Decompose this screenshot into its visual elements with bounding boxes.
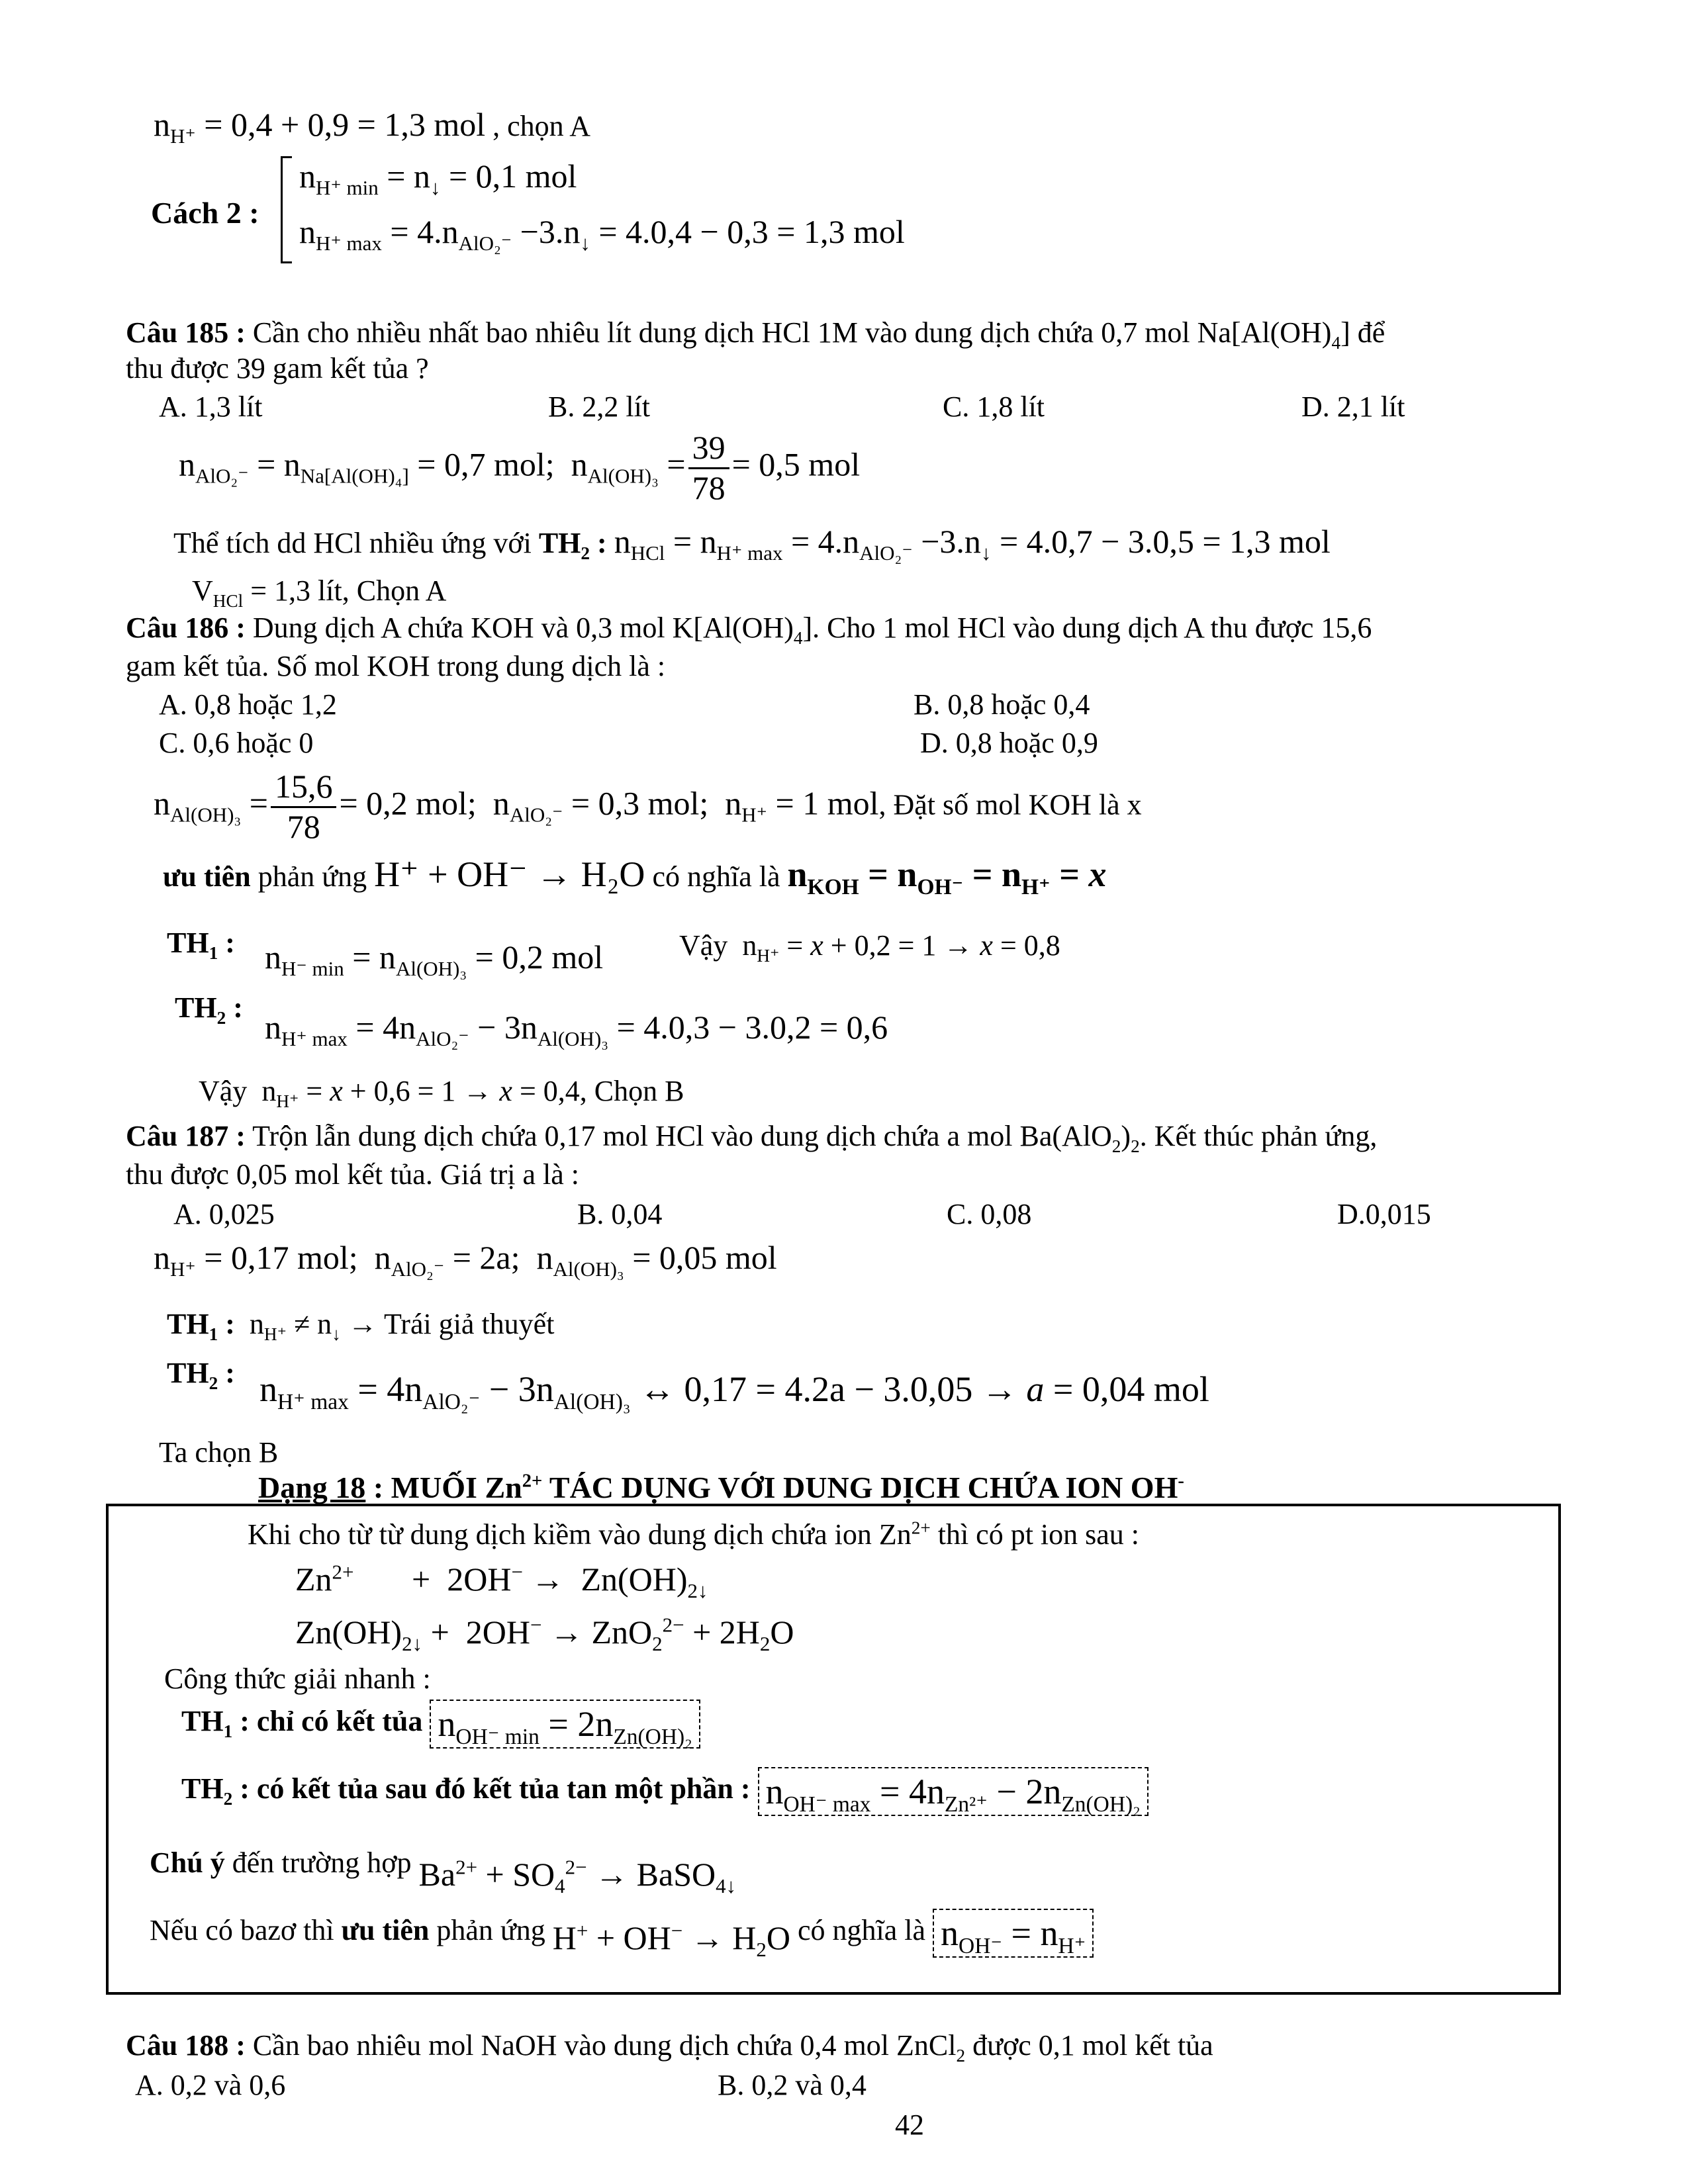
q187-th1: $TH_1$ : $n_{H^+} \ne n_↓$ → Trái giả thuyết bbox=[167, 1308, 555, 1344]
q186-th2-label: $TH_2$ : bbox=[175, 991, 243, 1028]
q188-opt-b: B. 0,2 và 0,4 bbox=[718, 2069, 867, 2101]
q187-answer: Ta chọn B bbox=[159, 1436, 279, 1469]
dang18-th2: $TH_2$ : có kết tủa sau đó kết tủa tan một phần : $n_{OH^- max} = 4n_{Zn^{2+}} - 2n_{Zn(OH)_2}$ bbox=[181, 1767, 1149, 1816]
q188-opt-a: A. 0,2 và 0,6 bbox=[135, 2069, 286, 2101]
q187-opt-c: C. 0,08 bbox=[947, 1198, 1032, 1230]
q187-sol-1: $n_{H^+} = 0,17$ mol; $n_{AlO_2^-} = 2a$; $n_{Al(OH)_3} = 0,05$ mol bbox=[154, 1239, 777, 1281]
q187-opt-a: A. 0,025 bbox=[173, 1198, 275, 1230]
q185-opt-a: A. 1,3 lít bbox=[159, 390, 263, 423]
q186-th1-result: Vậy $n_{H^+} = x + 0,2 = 1 \to x = 0,8$ bbox=[679, 929, 1060, 966]
q185-line-1: Câu 185 : Cần cho nhiều nhất bao nhiêu lít dung dịch HCl 1M vào dung dịch chứa 0,7 mol $Na[Al(OH)_4]$ để bbox=[126, 316, 1385, 353]
dang18-heading: Dạng 18 : MUỐI $Zn^{2+}$ TÁC DỤNG VỚI DUNG DỊCH CHỨA ION OH- bbox=[258, 1471, 1184, 1504]
dang18-formula-title: Công thức giải nhanh : bbox=[164, 1662, 431, 1695]
q187-line-2: thu được 0,05 mol kết tủa. Giá trị a là : bbox=[126, 1158, 579, 1191]
dang18-reaction-2: $Zn(OH)_{2↓} + 2OH^- \to ZnO_2^{2-} + 2H_2O$ bbox=[295, 1613, 794, 1655]
q187-opt-b: B. 0,04 bbox=[577, 1198, 663, 1230]
q188-line-1: Câu 188 : Cần bao nhiêu mol NaOH vào dung dịch chứa 0,4 mol ZnCl$_2$ được 0,1 mol kết tủa bbox=[126, 2029, 1213, 2066]
dang18-intro: Khi cho từ từ dung dịch kiềm vào dung dịch chứa ion $Zn^{2+}$ thì có pt ion sau : bbox=[248, 1518, 1140, 1551]
q187-th2-math: $n_{H^+ max} = 4n_{AlO_2^-} - 3n_{Al(OH)_3}$ ↔ 0,17 = 4.2a − 3.0,05 → a = 0,04 mol bbox=[259, 1369, 1209, 1414]
page-number: 42 bbox=[895, 2109, 924, 2141]
q186-line-2: gam kết tủa. Số mol KOH trong dung dịch là : bbox=[126, 650, 666, 682]
q185-sol-1: $n_{AlO_2^-} = n_{Na[Al(OH)_4]} = 0,7$ mol; $n_{Al(OH)_3}$ = $\frac{39}{78}$ = 0,5 mol bbox=[179, 429, 861, 506]
q187-th2-label: $TH_2$ : bbox=[167, 1357, 235, 1393]
q185-sol-3: $V_{HCl} = 1,3$ lít, Chọn A bbox=[192, 574, 447, 611]
q186-th1-label: $TH_1$ : bbox=[167, 927, 235, 963]
q186-fraction: $\frac{15,6}{78}$ bbox=[271, 768, 337, 846]
dang18-th2-formula: $n_{OH^- max} = 4n_{Zn^{2+}} - 2n_{Zn(OH)_2}$ bbox=[758, 1767, 1149, 1816]
q185-opt-b: B. 2,2 lít bbox=[548, 390, 651, 423]
dang18-th1: $TH_1$ : chỉ có kết tủa $n_{OH^- min} = 2n_{Zn(OH)_2}$ bbox=[181, 1700, 700, 1749]
q186-th2-result: Vậy $n_{H^+} = x + 0,6 = 1 \to x = 0,4$, Chọn B bbox=[199, 1075, 684, 1111]
q186-opt-d: D. 0,8 hoặc 0,9 bbox=[920, 727, 1098, 759]
q186-th1-math: $n_{H^- min} = n_{Al(OH)_3} = 0,2$ mol bbox=[265, 938, 604, 980]
q186-opt-a: A. 0,8 hoặc 1,2 bbox=[159, 688, 337, 721]
dang18-chuy: Chú ý đến trường hợp $Ba^{2+} + SO_4^{2-}$ → BaSO$_{4↓}$ bbox=[150, 1846, 737, 1897]
cach2-bracket bbox=[281, 156, 292, 263]
dang18-reaction-1: $Zn^{2+}$ + $2OH^- \to Zn(OH)_{2↓}$ bbox=[295, 1560, 708, 1602]
q186-th2-math: $n_{H^+ max} = 4n_{AlO_2^-} - 3n_{Al(OH)_3} = 4.0,3 - 3.0,2 = 0,6$ bbox=[265, 1009, 888, 1050]
q186-uutien-line: ưu tiên phản ứng H⁺ + OH⁻ → H₂O có nghĩa là $n_{KOH} = n_{OH^-} = n_{H^+} = x$ bbox=[163, 854, 1107, 899]
q185-fraction: $\frac{39}{78}$ bbox=[688, 429, 729, 507]
q186-sol-1: $n_{Al(OH)_3}$ = $\frac{15,6}{78}$ = 0,2 mol; $n_{AlO_2^-} = 0,3$ mol; $n_{H^+} = 1$ mol, Đặt số mol KOH là x bbox=[154, 768, 1142, 845]
dang18-th1-formula: $n_{OH^- min} = 2n_{Zn(OH)_2}$ bbox=[430, 1700, 700, 1749]
cach2-line-1: $n_{H^+ min} = n_↓ = 0,1$ mol bbox=[299, 158, 577, 199]
q187-opt-d: D.0,015 bbox=[1337, 1198, 1431, 1230]
q186-line-1: Câu 186 : Dung dịch A chứa KOH và 0,3 mol $K[Al(OH)_4]$. Cho 1 mol HCl vào dung dịch A thu được 15,6 bbox=[126, 612, 1372, 648]
q185-opt-c: C. 1,8 lít bbox=[943, 390, 1045, 423]
cach2-label: Cách 2 : bbox=[151, 196, 259, 230]
q185-opt-d: D. 2,1 lít bbox=[1301, 390, 1405, 423]
q187-line-1: Câu 187 : Trộn lẫn dung dịch chứa 0,17 mol HCl vào dung dịch chứa a mol $Ba(AlO_2)_2$. Kết thúc phản ứng, bbox=[126, 1120, 1378, 1156]
dang18-neu-formula: $n_{OH^-} = n_{H^+}$ bbox=[933, 1909, 1094, 1958]
q186-opt-c: C. 0,6 hoặc 0 bbox=[159, 727, 314, 759]
dang18-neu: Nếu có bazơ thì ưu tiên phản ứng $H^+ + OH^- \to H_2O$ có nghĩa là $n_{OH^-} = n_{H^+}$ bbox=[150, 1909, 1094, 1958]
cach2-line-2: $n_{H^+ max} = 4.n_{AlO_2^-} -3.n_↓ = 4.0,4 - 0,3 = 1,3$ mol bbox=[299, 213, 905, 255]
q185-line-2: thu được 39 gam kết tủa ? bbox=[126, 352, 429, 385]
top-line-1: $n_{H^+} = 0,4 + 0,9 = 1,3$ mol , chọn A bbox=[154, 106, 591, 148]
q186-opt-b: B. 0,8 hoặc 0,4 bbox=[914, 688, 1090, 721]
q185-sol-2: Thể tích dd HCl nhiều ứng với $TH_2$ : $n_{HCl} = n_{H^+ max} = 4.n_{AlO_2^-} -3.n_↓ = 4.0,7 - 3.0,5 = 1,3$ mol bbox=[173, 523, 1331, 565]
